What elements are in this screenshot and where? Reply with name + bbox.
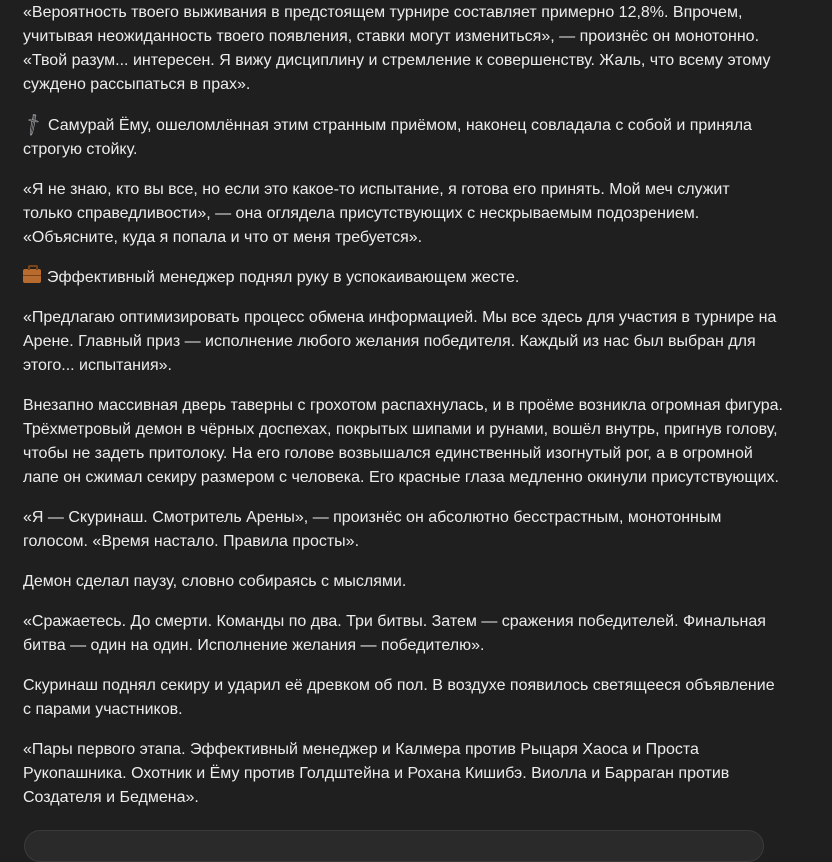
message-paragraph: Демон сделал паузу, словно собираясь с мыслями. xyxy=(23,573,407,590)
message-paragraph: «Пары первого этапа. Эффективный менеджер и Калмера против Рыцаря Хаоса и Проста Рукопашника. Охотник и Ёму против Голдштейна и Рохана Кишибэ. Виолла и Барраган против Создателя и Бедмена». xyxy=(23,741,730,806)
message-paragraph: «Предлагаю оптимизировать процесс обмена информацией. Мы все здесь для участия в турнире на Арене. Главный приз — исполнение любого желания победителя. Каждый из нас был выбран для этого... испытания». xyxy=(23,309,777,374)
dagger-icon: 🗡 xyxy=(19,110,47,139)
message-paragraph: «Я — Скуринаш. Смотритель Арены», — произнёс он абсолютно бесстрастным, монотонным голосом. «Время настало. Правила просты». xyxy=(23,509,722,550)
composer-input-edge[interactable] xyxy=(24,830,764,862)
message-paragraph: «Вероятность твоего выживания в предстоящем турнире составляет примерно 12,8%. Впрочем, учитывая неожиданность твоего появления, ставки могут измениться», — произнёс он монотонно. «Твой разум... интересен. Я вижу дисциплину и стремление к совершенству. Жаль, что всему этому суждено рассыпаться в прах». xyxy=(23,4,771,93)
message-paragraph: «Сражаетесь. До смерти. Команды по два. Три битвы. Затем — сражения победителей. Финальная битва — один на один. Исполнение желания — победителю». xyxy=(23,613,766,654)
assistant-message xyxy=(19,1,783,826)
briefcase-icon xyxy=(23,269,41,283)
message-paragraph: «Я не знаю, кто вы все, но если это какое-то испытание, я готова его принять. Мой меч служит только справедливости», — она оглядела присутствующих с нескрываемым подозрением. «Объясните, куда я попала и что от меня требуется». xyxy=(23,181,730,246)
message-paragraph: Скуринаш поднял секиру и ударил её древком об пол. В воздухе появилось светящееся объявление с парами участников. xyxy=(23,677,775,718)
message-paragraph: 🗡Самурай Ёму, ошеломлённая этим странным приёмом, наконец совладала с собой и приняла строгую стойку. xyxy=(19,110,752,158)
message-paragraph: Внезапно массивная дверь таверны с грохотом распахнулась, и в проёме возникла огромная фигура. Трёхметровый демон в чёрных доспехах, покрытых шипами и рунами, вошёл внутрь, пригнув голову, чтобы не задеть притолоку. На его голове возвышался единственный изогнутый рог, а в огромной лапе он сжимал секиру размером с человека. Его красные глаза медленно окинули присутствующих. xyxy=(23,397,783,486)
message-paragraph: Эффективный менеджер поднял руку в успокаивающем жесте. xyxy=(23,266,783,290)
